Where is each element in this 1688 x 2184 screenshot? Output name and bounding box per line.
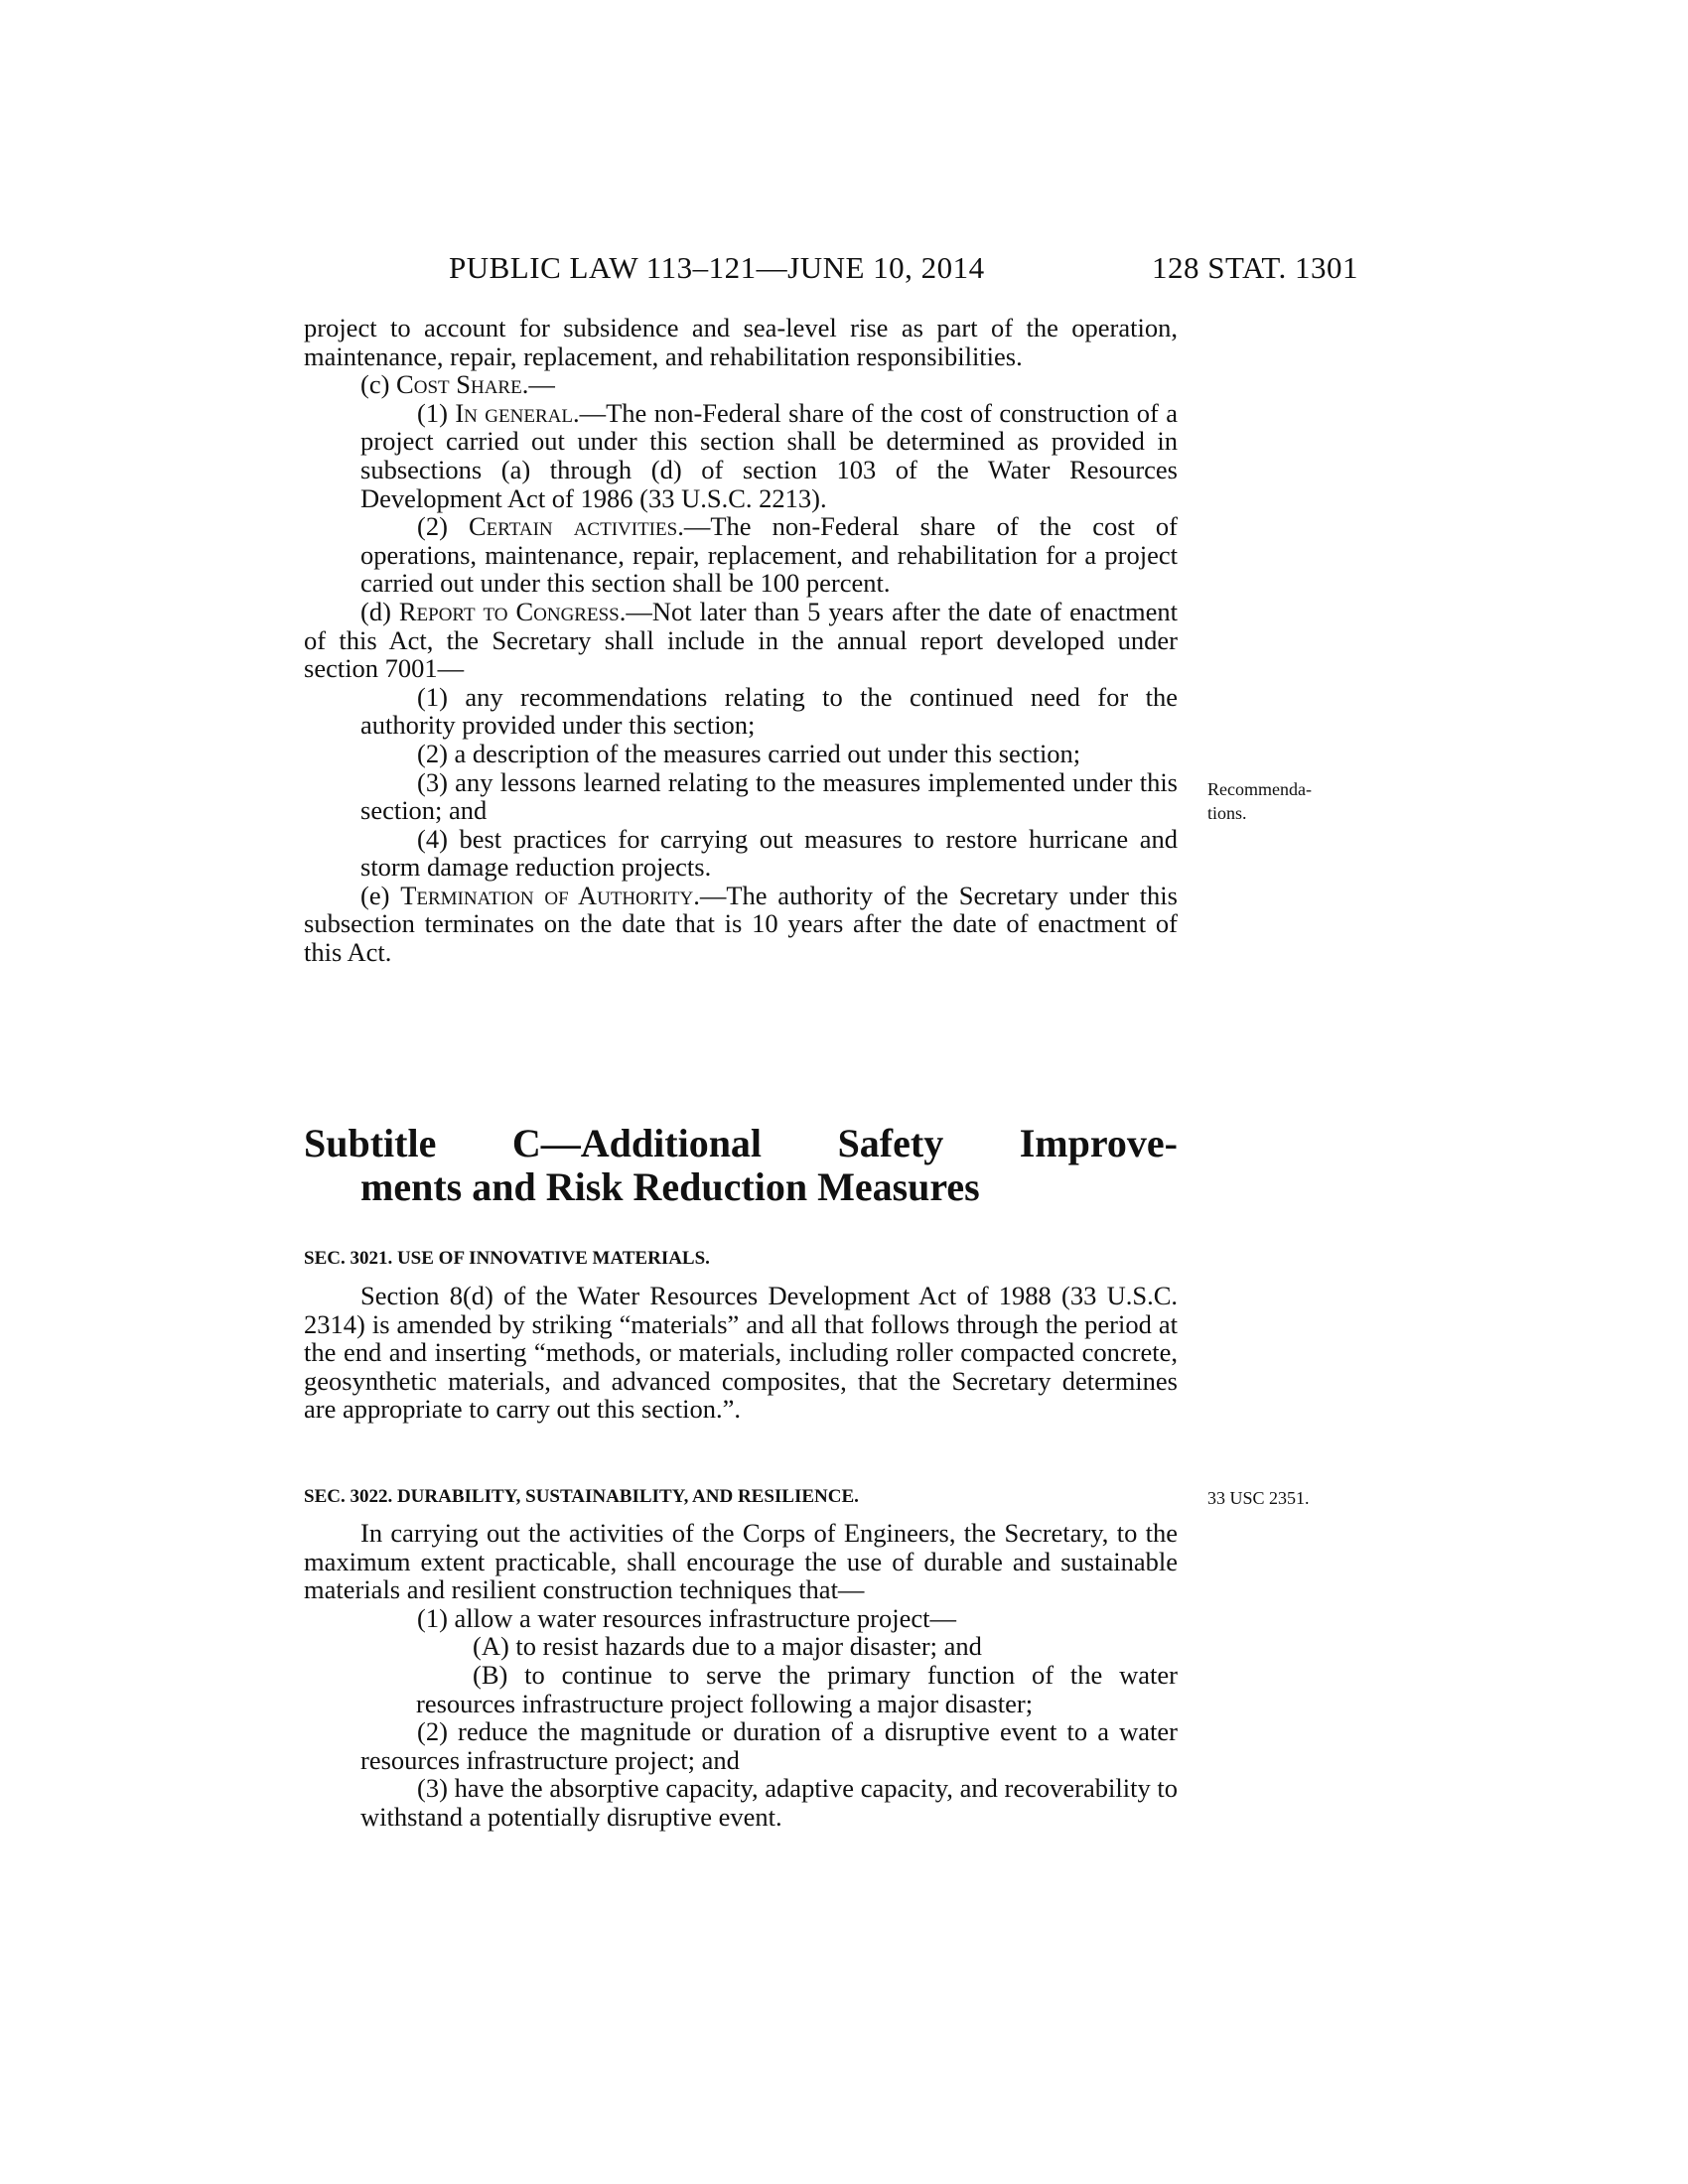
paragraph-continuation: project to account for subsidence and sea-level rise as part of the operation, maintenance, repair, replacement, and rehabilitation responsibilities. (304, 313, 1178, 371)
subsection-c-caption: Cost Share (396, 369, 522, 400)
subtitle-line-2: ments and Risk Reduction Measures (360, 1164, 980, 1209)
margin-note-usc: 33 USC 2351. (1207, 1488, 1310, 1508)
paragraph-d1: (1) any recommendations relating to the continued need for the authority provided under this section; (360, 681, 1178, 741)
section-3022-item-3: (3) have the absorptive capacity, adaptive capacity, and recoverability to withstand a potentially disruptive event. (360, 1773, 1178, 1832)
subsection-e: (e) Termination of Authority.—The authority of the Secretary under this subsection terminates on the date that is 10 years after the date of enactment of this Act. (304, 880, 1178, 968)
paragraph-c1: (1) In general.—The non-Federal share of the cost of construction of a project carried out under this section shall be determined as provided in subsections (a) through (d) of section 103 of the Water Resources Development Act of 1986 (33 U.S.C. 2213). (360, 397, 1179, 513)
section-3022-intro: In carrying out the activities of the Corps of Engineers, the Secretary, to the maximum extent practicable, shall encourage the use of durable and sustainable materials and resilient construction techniques that— (304, 1518, 1178, 1605)
subsection-c-heading: (c) Cost Share.— (360, 369, 555, 400)
section-3022-heading: SEC. 3022. DURABILITY, SUSTAINABILITY, AND RESILIENCE. (304, 1486, 859, 1507)
section-3021-body (304, 1282, 1178, 1424)
paragraph-c2: (2) Certain activities.—The non-Federal share of the cost of operations, maintenance, repair, replacement, and rehabilitation for a project carried out under this section shall be 100 percent. (360, 511, 1179, 599)
running-header-title: PUBLIC LAW 113–121—JUNE 10, 2014 (449, 250, 985, 285)
paragraph-d2: (2) a description of the measures carried out under this section; (417, 738, 1081, 768)
section-3022-item-a: (A) to resist hazards due to a major disaster; and (473, 1631, 982, 1662)
subtitle-line-1: Subtitle C—Additional Safety Improve- (304, 1121, 1178, 1165)
statute-page-number: 128 STAT. 1301 (1152, 250, 1359, 285)
section-3022-item-b: (B) to continue to serve the primary function of the water resources infrastructure project following a major disaster; (416, 1659, 1178, 1718)
continued-section-text (304, 314, 1178, 967)
margin-note-recommendations: Recommenda- tions. (1207, 779, 1312, 823)
paragraph-c2-caption: Certain activities (468, 511, 678, 542)
section-3022-body (304, 1519, 1178, 1832)
subsection-d-caption: Report to Congress (398, 596, 620, 626)
paragraph-c1-caption: In general (455, 397, 573, 428)
paragraph-d4: (4) best practices for carrying out measures to restore hurricane and storm damage reduction projects. (360, 823, 1178, 883)
subsection-d: (d) Report to Congress.—Not later than 5 years after the date of enactment of this Act, the Secretary shall include in the annual report developed under section 7001— (304, 596, 1178, 684)
subsection-e-caption: Termination of Authority (400, 880, 694, 910)
section-3021-heading: SEC. 3021. USE OF INNOVATIVE MATERIALS. (304, 1248, 710, 1269)
section-3022-item-1: (1) allow a water resources infrastructure project— (417, 1602, 957, 1633)
subtitle-heading (304, 1122, 1178, 1209)
section-3021-text: Section 8(d) of the Water Resources Development Act of 1988 (33 U.S.C. 2314) is amended by striking “materials” and all that follows through the period at the end and inserting “methods, or materials, including roller compacted concrete, geosynthetic materials, and advanced composites, that the Secretary determines are appropriate to carry out this section.”. (304, 1281, 1178, 1425)
paragraph-d3: (3) any lessons learned relating to the measures implemented under this section; and (360, 766, 1178, 826)
section-3022-item-2: (2) reduce the magnitude or duration of a disruptive event to a water resources infrastructure project; and (360, 1716, 1178, 1775)
